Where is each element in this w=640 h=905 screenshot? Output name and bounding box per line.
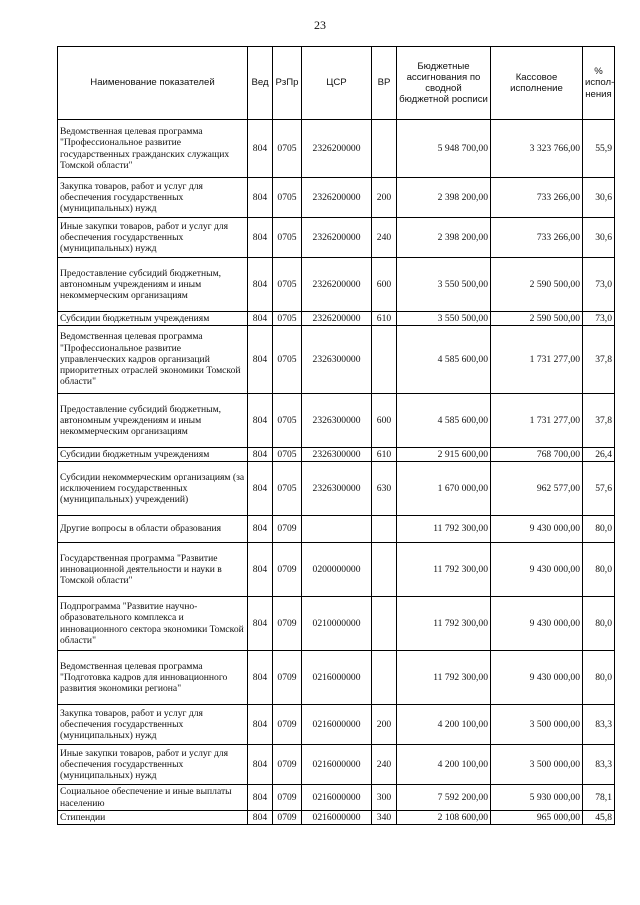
cell-name: Предоставление субсидий бюджетным, автономным учреждениям и иным некоммерческим организациям [58, 258, 248, 312]
cell-vr: 600 [372, 258, 397, 312]
cell-cash: 1 731 277,00 [491, 394, 583, 448]
cell-rzpr: 0709 [273, 543, 302, 597]
cell-ved: 804 [248, 462, 273, 516]
cell-ved: 804 [248, 597, 273, 651]
cell-rzpr: 0705 [273, 258, 302, 312]
cell-percent: 80,0 [583, 543, 615, 597]
page-number: 23 [314, 18, 326, 32]
table-row [58, 326, 615, 394]
cell-ved: 804 [248, 651, 273, 705]
cell-name: Закупка товаров, работ и услуг для обеспечения государственных (муниципальных) нужд [58, 178, 248, 218]
cell-rzpr: 0709 [273, 745, 302, 785]
column-header-budget: Бюджетные ассигнования по сводной бюджетной росписи [397, 47, 491, 120]
table-row [58, 218, 615, 258]
column-header-csr: ЦСР [302, 47, 372, 120]
cell-ved: 804 [248, 745, 273, 785]
cell-ved: 804 [248, 516, 273, 543]
cell-budget: 11 792 300,00 [397, 543, 491, 597]
table-row [58, 597, 615, 651]
cell-percent: 80,0 [583, 597, 615, 651]
table-row [58, 120, 615, 178]
cell-vr: 340 [372, 811, 397, 825]
cell-ved: 804 [248, 543, 273, 597]
cell-vr [372, 120, 397, 178]
cell-budget: 2 915 600,00 [397, 448, 491, 462]
cell-cash: 3 500 000,00 [491, 705, 583, 745]
cell-budget: 4 200 100,00 [397, 705, 491, 745]
cell-cash: 9 430 000,00 [491, 597, 583, 651]
cell-ved: 804 [248, 394, 273, 448]
column-header-rzpr: РзПр [273, 47, 302, 120]
cell-budget: 5 948 700,00 [397, 120, 491, 178]
cell-budget: 2 398 200,00 [397, 178, 491, 218]
cell-vr [372, 597, 397, 651]
cell-percent: 26,4 [583, 448, 615, 462]
cell-csr: 2326300000 [302, 394, 372, 448]
cell-cash: 733 266,00 [491, 218, 583, 258]
column-header-vr: ВР [372, 47, 397, 120]
cell-budget: 7 592 200,00 [397, 785, 491, 811]
cell-vr: 610 [372, 312, 397, 326]
cell-csr: 0216000000 [302, 745, 372, 785]
cell-percent: 73,0 [583, 312, 615, 326]
cell-cash: 733 266,00 [491, 178, 583, 218]
cell-csr: 0216000000 [302, 705, 372, 745]
cell-csr: 2326300000 [302, 462, 372, 516]
cell-percent: 30,6 [583, 218, 615, 258]
cell-name: Субсидии некоммерческим организациям (за исключением государственных (муниципальных) учреждений) [58, 462, 248, 516]
cell-rzpr: 0705 [273, 462, 302, 516]
cell-name: Предоставление субсидий бюджетным, автономным учреждениям и иным некоммерческим организациям [58, 394, 248, 448]
cell-csr: 2326200000 [302, 120, 372, 178]
cell-name: Закупка товаров, работ и услуг для обеспечения государственных (муниципальных) нужд [58, 705, 248, 745]
cell-ved: 804 [248, 218, 273, 258]
table-row [58, 745, 615, 785]
cell-name: Стипендии [58, 811, 248, 825]
cell-rzpr: 0709 [273, 811, 302, 825]
cell-ved: 804 [248, 448, 273, 462]
table-row [58, 258, 615, 312]
cell-percent: 73,0 [583, 258, 615, 312]
cell-cash: 962 577,00 [491, 462, 583, 516]
cell-rzpr: 0709 [273, 785, 302, 811]
cell-csr: 0210000000 [302, 597, 372, 651]
budget-execution-table [57, 46, 615, 825]
cell-percent: 45,8 [583, 811, 615, 825]
cell-vr: 610 [372, 448, 397, 462]
cell-percent: 83,3 [583, 745, 615, 785]
cell-cash: 2 590 500,00 [491, 258, 583, 312]
table-row [58, 785, 615, 811]
cell-vr [372, 326, 397, 394]
cell-cash: 9 430 000,00 [491, 516, 583, 543]
cell-csr [302, 516, 372, 543]
cell-percent: 30,6 [583, 178, 615, 218]
cell-name: Иные закупки товаров, работ и услуг для обеспечения государственных (муниципальных) нужд [58, 218, 248, 258]
cell-budget: 3 550 500,00 [397, 312, 491, 326]
cell-cash: 965 000,00 [491, 811, 583, 825]
table-row [58, 516, 615, 543]
cell-rzpr: 0709 [273, 516, 302, 543]
cell-budget: 3 550 500,00 [397, 258, 491, 312]
cell-percent: 57,6 [583, 462, 615, 516]
cell-vr: 240 [372, 745, 397, 785]
cell-budget: 4 585 600,00 [397, 326, 491, 394]
cell-name: Субсидии бюджетным учреждениям [58, 312, 248, 326]
cell-csr: 2326300000 [302, 326, 372, 394]
cell-rzpr: 0705 [273, 120, 302, 178]
cell-cash: 768 700,00 [491, 448, 583, 462]
table-row [58, 312, 615, 326]
cell-ved: 804 [248, 705, 273, 745]
cell-rzpr: 0709 [273, 705, 302, 745]
table-row [58, 651, 615, 705]
cell-cash: 2 590 500,00 [491, 312, 583, 326]
column-header-ved: Вед [248, 47, 273, 120]
cell-csr: 2326200000 [302, 178, 372, 218]
cell-budget: 11 792 300,00 [397, 651, 491, 705]
cell-csr: 0216000000 [302, 811, 372, 825]
cell-rzpr: 0709 [273, 597, 302, 651]
column-header-percent: % испол-нения [583, 47, 615, 120]
cell-budget: 4 200 100,00 [397, 745, 491, 785]
cell-cash: 9 430 000,00 [491, 651, 583, 705]
cell-ved: 804 [248, 326, 273, 394]
cell-percent: 80,0 [583, 516, 615, 543]
cell-name: Ведомственная целевая программа "Профессиональное развитие управленческих кадров организаций приоритетных отраслей экономики Томской области" [58, 326, 248, 394]
cell-name: Иные закупки товаров, работ и услуг для обеспечения государственных (муниципальных) нужд [58, 745, 248, 785]
cell-name: Другие вопросы в области образования [58, 516, 248, 543]
cell-vr [372, 543, 397, 597]
cell-csr: 2326200000 [302, 312, 372, 326]
cell-ved: 804 [248, 120, 273, 178]
cell-vr: 200 [372, 705, 397, 745]
cell-ved: 804 [248, 258, 273, 312]
cell-name: Ведомственная целевая программа "Подготовка кадров для инновационного развития экономики региона" [58, 651, 248, 705]
cell-ved: 804 [248, 312, 273, 326]
cell-rzpr: 0705 [273, 178, 302, 218]
cell-name: Ведомственная целевая программа "Профессиональное развитие государственных гражданских служащих Томской области" [58, 120, 248, 178]
cell-rzpr: 0705 [273, 312, 302, 326]
cell-percent: 55,9 [583, 120, 615, 178]
table-row [58, 543, 615, 597]
cell-percent: 37,8 [583, 326, 615, 394]
cell-ved: 804 [248, 811, 273, 825]
cell-vr: 200 [372, 178, 397, 218]
cell-vr [372, 516, 397, 543]
cell-percent: 83,3 [583, 705, 615, 745]
table-row [58, 394, 615, 448]
cell-vr: 630 [372, 462, 397, 516]
cell-rzpr: 0705 [273, 326, 302, 394]
cell-vr: 300 [372, 785, 397, 811]
cell-name: Подпрограмма "Развитие научно-образовательного комплекса и инновационного сектора экономики Томской области" [58, 597, 248, 651]
cell-percent: 80,0 [583, 651, 615, 705]
cell-csr: 2326200000 [302, 258, 372, 312]
cell-csr: 2326200000 [302, 218, 372, 258]
cell-cash: 5 930 000,00 [491, 785, 583, 811]
cell-budget: 1 670 000,00 [397, 462, 491, 516]
cell-rzpr: 0705 [273, 394, 302, 448]
cell-cash: 3 323 766,00 [491, 120, 583, 178]
cell-cash: 1 731 277,00 [491, 326, 583, 394]
table-row [58, 462, 615, 516]
cell-csr: 0200000000 [302, 543, 372, 597]
cell-name: Субсидии бюджетным учреждениям [58, 448, 248, 462]
table-row [58, 705, 615, 745]
cell-cash: 3 500 000,00 [491, 745, 583, 785]
cell-rzpr: 0705 [273, 218, 302, 258]
table-row [58, 178, 615, 218]
cell-csr: 0216000000 [302, 651, 372, 705]
cell-budget: 11 792 300,00 [397, 516, 491, 543]
cell-ved: 804 [248, 178, 273, 218]
cell-csr: 0216000000 [302, 785, 372, 811]
cell-budget: 4 585 600,00 [397, 394, 491, 448]
cell-rzpr: 0705 [273, 448, 302, 462]
cell-budget: 2 398 200,00 [397, 218, 491, 258]
cell-name: Социальное обеспечение и иные выплаты населению [58, 785, 248, 811]
cell-cash: 9 430 000,00 [491, 543, 583, 597]
cell-percent: 37,8 [583, 394, 615, 448]
cell-percent: 78,1 [583, 785, 615, 811]
cell-vr: 600 [372, 394, 397, 448]
cell-vr [372, 651, 397, 705]
cell-rzpr: 0709 [273, 651, 302, 705]
table-row [58, 448, 615, 462]
table-header-row [58, 47, 615, 120]
cell-name: Государственная программа "Развитие инновационной деятельности и науки в Томской области" [58, 543, 248, 597]
cell-budget: 2 108 600,00 [397, 811, 491, 825]
column-header-cash: Кассовое исполнение [491, 47, 583, 120]
table-row [58, 811, 615, 825]
cell-ved: 804 [248, 785, 273, 811]
cell-vr: 240 [372, 218, 397, 258]
cell-budget: 11 792 300,00 [397, 597, 491, 651]
column-header-name: Наименование показателей [58, 47, 248, 120]
cell-csr: 2326300000 [302, 448, 372, 462]
